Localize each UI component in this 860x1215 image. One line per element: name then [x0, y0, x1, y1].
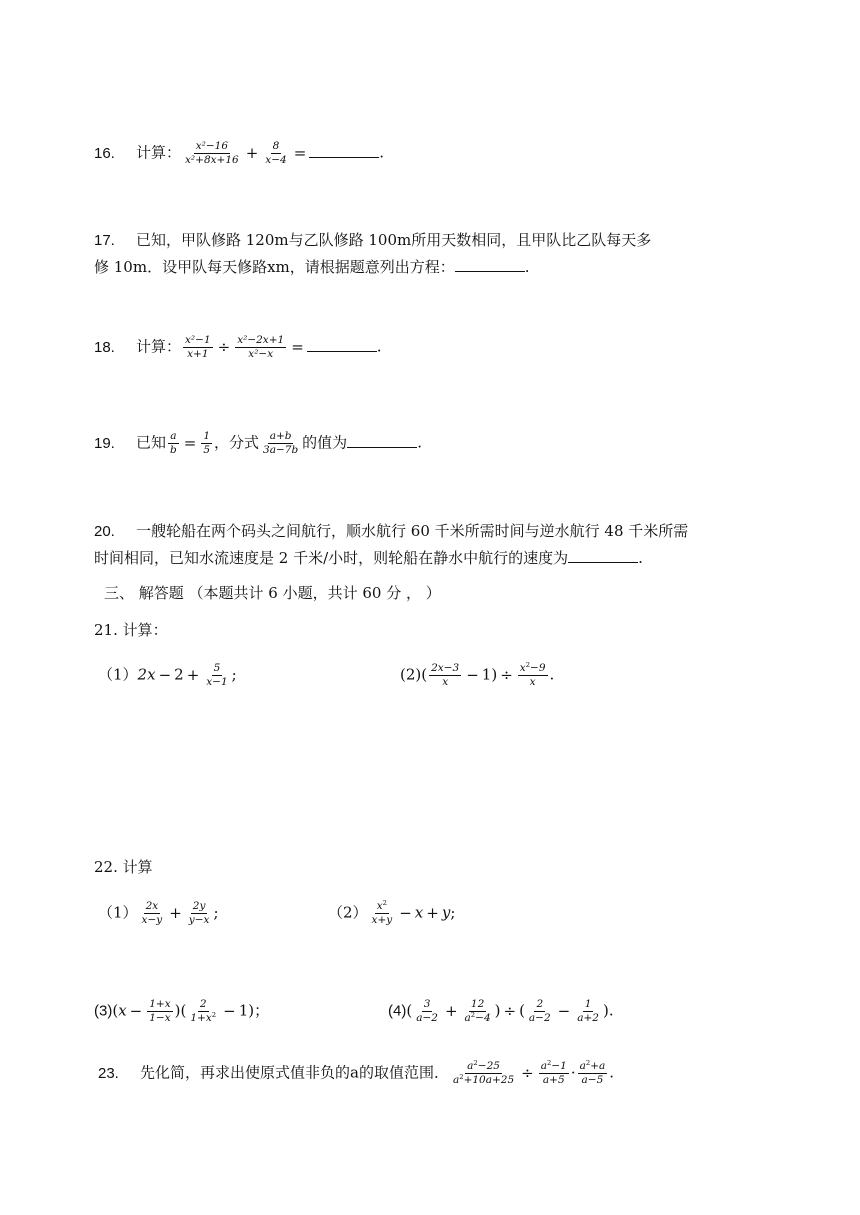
- question-20: [94, 520, 688, 541]
- fraction: $\frac{a+b}{3a-7b}$: [263, 430, 299, 457]
- question-16: 16. 计算： $\frac{\text{x²−16}}{\text{x²+8x+16}}$ + $\frac{8}{x-4}$ = .: [94, 140, 385, 167]
- fraction: $\frac{2x}{x-y}$: [141, 900, 163, 927]
- fraction: $\frac{a^2+a}{a-5}$: [579, 1058, 606, 1087]
- fraction: $\frac{2y}{y-x}$: [188, 900, 210, 927]
- question-text: 一艘轮船在两个码头之间航行，顺水航行 60 千米所需时间与逆水航行 48 千米所需: [136, 522, 689, 540]
- question-22-part-3: (3)(x − $\frac{1+x}{1-x}$ )( $\frac{2}{1+x^2}$ − 1)；: [94, 998, 270, 1025]
- question-22-part-2: （2） $\frac{x^2}{x+y}$ − x + y;: [328, 898, 456, 927]
- question-text: 修 10m．设甲队每天修路xm，请根据题意列出方程：: [94, 258, 455, 276]
- fraction: $\frac{\text{x²−1}}{x+1}$: [185, 334, 211, 361]
- question-number: 23.: [98, 1064, 119, 1082]
- question-20-line2: 时间相同，已知水流速度是 2 千米/小时，则轮船在静水中航行的速度为 .: [94, 549, 643, 567]
- question-22-part-4: (4)( $\frac{3}{a-2}$ + $\frac{12}{a^2-4}$ ) ÷ ( $\frac{2}{a-2}$ − $\frac{1}{a+2}$ ).: [388, 998, 614, 1025]
- fraction: $\frac{3}{a-2}$: [416, 998, 438, 1025]
- question-number: 17.: [94, 232, 115, 249]
- answer-blank[interactable]: [309, 143, 379, 158]
- question-19: 19. 已知 $\frac{a}{b}$ = $\frac{1}{5}$ ，分式 $\frac{a+b}{3a-7b}$ 的值为 .: [94, 430, 422, 457]
- question-17-line2: 修 10m．设甲队每天修路xm，请根据题意列出方程： .: [94, 258, 530, 276]
- fraction: $\frac{1}{a+2}$: [577, 998, 599, 1025]
- fraction: $\frac{12}{a^2-4}$: [464, 998, 491, 1025]
- question-text: 时间相同，已知水流速度是 2 千米/小时，则轮船在静水中航行的速度为: [94, 549, 569, 567]
- question-21-title: 21. 计算：: [94, 621, 168, 639]
- question-text: 先化简，再求出使原式值非负的a的取值范围．: [140, 1063, 449, 1082]
- question-number: 16.: [94, 144, 115, 162]
- fraction: $\frac{x^2-9}{x}$: [519, 660, 546, 689]
- fraction: $\frac{\text{x²−2x+1}}{\text{x²−x}}$: [237, 334, 285, 361]
- question-text: 已知，甲队修路 120m与乙队修路 100m所用天数相同，且甲队比乙队每天多: [136, 231, 652, 249]
- fraction: $\frac{a}{b}$: [170, 430, 177, 457]
- fraction: $\frac{5}{x-1}$: [206, 662, 228, 689]
- fraction: $\frac{\text{x²−16}}{\text{x²+8x+16}}$: [185, 140, 239, 167]
- answer-blank[interactable]: [568, 548, 638, 563]
- answer-blank[interactable]: [347, 433, 417, 448]
- question-prefix: 计算：: [136, 143, 182, 162]
- question-prefix: 计算：: [136, 337, 182, 356]
- question-18: 18. 计算： $\frac{\text{x²−1}}{x+1}$ ÷ $\frac{\text{x²−2x+1}}{\text{x²−x}}$ = .: [94, 334, 382, 361]
- question-number: 20.: [94, 523, 115, 540]
- fraction: $\frac{2}{1+x^2}$: [190, 998, 217, 1025]
- question-number: 18.: [94, 338, 115, 356]
- fraction: $\frac{1+x}{1-x}$: [149, 998, 171, 1025]
- fraction: $\frac{a^2-25}{a^2+10a+25}$: [452, 1058, 515, 1087]
- fraction: $\frac{1}{5}$: [203, 430, 211, 457]
- question-23: 23. 先化简，再求出使原式值非负的a的取值范围． $\frac{a^2-25}{a^2+10a+25}$ ÷ $\frac{a^2-1}{a+5}$ · $\frac{a^2+a}{a-5}$ .: [98, 1058, 615, 1087]
- question-22-part-1: （1） $\frac{2x}{x-y}$ + $\frac{2y}{y-x}$ ;: [98, 900, 219, 927]
- question-21-part-1: （1）2x − 2 + $\frac{5}{x-1}$ ;: [98, 662, 237, 689]
- question-17: [94, 229, 651, 250]
- fraction: $\frac{a^2-1}{a+5}$: [540, 1058, 567, 1087]
- question-21-part-2: (2)( $\frac{2x-3}{x}$ − 1) ÷ $\frac{x^2-9}{x}$ .: [400, 660, 555, 689]
- answer-blank[interactable]: [455, 257, 525, 272]
- section-heading: 三、 解答题 （本题共计 6 小题，共计 60 分 ， ）: [104, 584, 441, 602]
- fraction: $\frac{2x-3}{x}$: [431, 662, 460, 689]
- fraction: $\frac{2}{a-2}$: [528, 998, 551, 1025]
- question-22-title: 22. 计算: [94, 858, 153, 876]
- fraction: $\frac{x^2}{x+y}$: [371, 898, 393, 927]
- answer-blank[interactable]: [307, 337, 377, 352]
- fraction: $\frac{8}{x-4}$: [265, 140, 287, 167]
- question-number: 19.: [94, 434, 115, 452]
